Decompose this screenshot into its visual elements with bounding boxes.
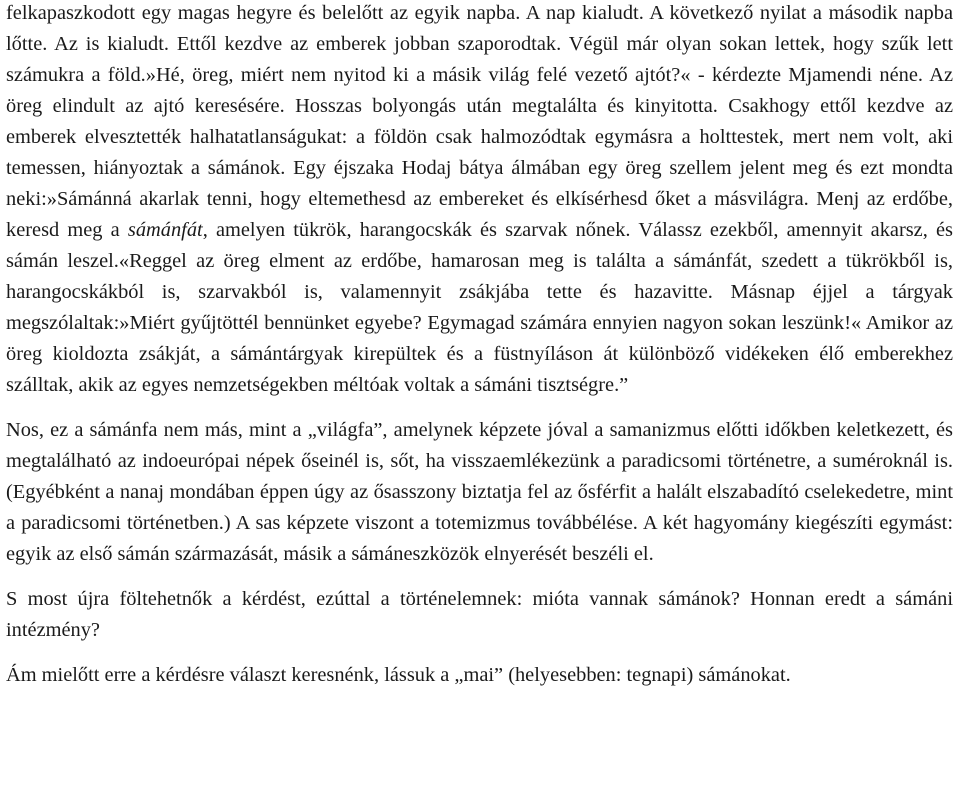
text-segment: S most újra föltehetnők a kérdést, ezúttal a történelemnek: mióta vannak sámánok? Honnan eredt a sámáni intézmény? bbox=[6, 588, 953, 641]
text-segment: Nos, ez a sámánfa nem más, mint a „világfa”, amelynek képzete jóval a samanizmus előtti időkben keletkezett, és megtalálható az indoeurópai népek őseinél is, sőt, ha visszaemlékezünk a paradicsomi történetre, a suméroknál is. (Egyébként a nanaj mondában éppen úgy az ősasszony biztatja fel az ősférfit a halált elszabadító cselekedetre, mint a paradicsomi történetben.) A sas képzete viszont a totemizmus továbbélése. A két hagyomány kiegészíti egymást: egyik az első sámán származását, másik a sámáneszközök elnyerését beszéli el. bbox=[6, 419, 953, 565]
paragraph-transition bbox=[6, 660, 953, 691]
document-page bbox=[6, 0, 953, 691]
paragraph-question bbox=[6, 584, 953, 646]
text-segment: Ám mielőtt erre a kérdésre választ keresnénk, lássuk a „mai” (helyesebben: tegnapi) sámánokat. bbox=[6, 664, 791, 686]
paragraph-legend-continuation bbox=[6, 0, 953, 401]
text-segment: , amelyen tükrök, harangocskák és szarvak nőnek. Válassz ezekből, amennyit akarsz, és sámán leszel.«Reggel az öreg elment az erdőbe, hamarosan meg is találta a sámánfát, szedett a tükrökből is, harangocskákból is, szarvakból is, valamennyit zsákjába tette és hazavitte. Másnap éjjel a tárgyak megszólaltak:»Miért gyűjtöttél bennünket egyebe? Egymagad számára ennyien nagyon sokan leszünk!« Amikor az öreg kioldozta zsákját, a sámántárgyak kirepültek és a füstnyíláson át különböző vidékeken élő emberekhez szálltak, akik az egyes nemzetségekben méltóak voltak a sámáni tisztségre.” bbox=[6, 219, 953, 396]
paragraph-world-tree bbox=[6, 415, 953, 570]
italic-term-samanfa: sámánfát bbox=[127, 219, 203, 241]
text-segment: felkapaszkodott egy magas hegyre és belelőtt az egyik napba. A nap kialudt. A következő nyilat a második napba lőtte. Az is kialudt. Ettől kezdve az emberek jobban szaporodtak. Végül már olyan sokan lettek, hogy szűk lett számukra a föld.»Hé, öreg, miért nem nyitod ki a másik világ felé vezető ajtót?« - kérdezte Mjamendi néne. Az öreg elindult az ajtó keresésére. Hosszas bolyongás után megtalálta és kinyitotta. Csakhogy ettől kezdve az emberek elvesztették halhatatlanságukat: a földön csak halmozódtak egymásra a holttestek, mert nem volt, aki temessen, hiányoztak a sámánok. Egy éjszaka Hodaj bátya álmában egy öreg szellem jelent meg és ezt mondta neki:»Sámánná akarlak tenni, hogy eltemethesd az embereket és elkísérhesd őket a másvilágra. Menj az erdőbe, keresd meg a bbox=[6, 2, 953, 241]
